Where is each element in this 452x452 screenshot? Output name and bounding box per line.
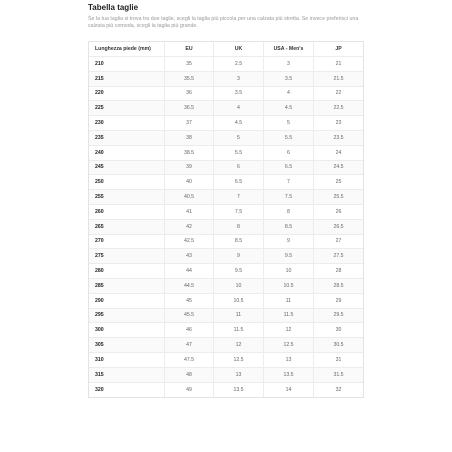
cell-jp: 22.5 [333, 105, 344, 112]
cell-usa-mens: 4 [264, 87, 314, 101]
cell-foot-length: 285 [89, 279, 165, 293]
intro-text: Se la tua taglia si trova tra due taglie, scegli la taglia più piccola per una calzata più stretta. Se invece preferisci una calzata più comoda, scegli la taglia più grande. [88, 16, 359, 29]
cell-jp: 31 [335, 356, 342, 363]
table-row [89, 57, 363, 72]
cell-jp: 27.5 [333, 253, 344, 260]
cell-eu: 36.5 [165, 101, 214, 115]
cell-foot-length: 275 [89, 249, 165, 263]
cell-eu: 47.5 [165, 353, 214, 367]
cell-foot-length: 215 [89, 72, 165, 86]
cell-foot-length: 245 [89, 161, 165, 175]
cell-usa-mens: 9.5 [264, 249, 314, 263]
cell-eu: 48 [165, 368, 214, 382]
cell-uk: 8 [214, 220, 264, 234]
cell-jp: 28 [335, 268, 342, 275]
cell-eu: 42 [165, 220, 214, 234]
cell-eu: 38 [165, 131, 214, 145]
cell-usa-mens: 9 [264, 235, 314, 249]
cell-eu: 35.5 [165, 72, 214, 86]
cell-foot-length: 280 [89, 264, 165, 278]
cell-uk: 12.5 [214, 353, 264, 367]
cell-usa-mens: 10 [264, 264, 314, 278]
cell-usa-mens: 11 [264, 294, 314, 308]
cell-jp: 31.5 [333, 371, 344, 378]
cell-foot-length: 300 [89, 323, 165, 337]
table-row [89, 353, 363, 368]
cell-uk: 7.5 [214, 205, 264, 219]
header-usa-mens: USA - Men's [264, 42, 314, 56]
table-row [89, 175, 363, 190]
cell-uk: 10.5 [214, 294, 264, 308]
table-row [89, 72, 363, 87]
cell-usa-mens: 12.5 [264, 338, 314, 352]
cell-uk: 12 [214, 338, 264, 352]
cell-uk: 13 [214, 368, 264, 382]
cell-jp: 24 [335, 149, 342, 156]
cell-uk: 4.5 [214, 116, 264, 130]
cell-eu: 49 [165, 383, 214, 398]
table-row [89, 205, 363, 220]
table-header-row [89, 42, 363, 57]
cell-foot-length: 305 [89, 338, 165, 352]
cell-usa-mens: 7 [264, 175, 314, 189]
table-row [89, 264, 363, 279]
cell-foot-length: 210 [89, 57, 165, 71]
table-row [89, 323, 363, 338]
cell-usa-mens: 8 [264, 205, 314, 219]
cell-usa-mens: 13.5 [264, 368, 314, 382]
cell-eu: 40 [165, 175, 214, 189]
cell-eu: 39 [165, 161, 214, 175]
cell-jp: 28.5 [333, 282, 344, 289]
cell-jp: 32 [335, 386, 342, 393]
cell-uk: 8.5 [214, 235, 264, 249]
cell-uk: 10 [214, 279, 264, 293]
cell-usa-mens: 5 [264, 116, 314, 130]
cell-foot-length: 295 [89, 309, 165, 323]
page-title: Tabella taglie [88, 3, 139, 12]
table-row [89, 131, 363, 146]
cell-jp: 21 [335, 60, 342, 67]
cell-jp: 27 [335, 238, 342, 245]
table-row [89, 87, 363, 102]
cell-uk: 9.5 [214, 264, 264, 278]
cell-jp: 22 [335, 90, 342, 97]
cell-uk: 3.5 [214, 87, 264, 101]
cell-foot-length: 240 [89, 146, 165, 160]
cell-usa-mens: 5.5 [264, 131, 314, 145]
cell-jp: 26.5 [333, 223, 344, 230]
cell-jp: 26 [335, 208, 342, 215]
cell-usa-mens: 3 [264, 57, 314, 71]
cell-foot-length: 265 [89, 220, 165, 234]
cell-uk: 4 [214, 101, 264, 115]
cell-uk: 5 [214, 131, 264, 145]
table-row [89, 235, 363, 250]
header-jp: JP [335, 46, 342, 52]
cell-jp: 25.5 [333, 194, 344, 201]
cell-usa-mens: 6 [264, 146, 314, 160]
cell-foot-length: 225 [89, 101, 165, 115]
table-row [89, 309, 363, 324]
cell-usa-mens: 14 [264, 383, 314, 398]
cell-jp: 25 [335, 179, 342, 186]
cell-usa-mens: 4.5 [264, 101, 314, 115]
header-foot-length: Lunghezza piede (mm) [89, 42, 165, 56]
cell-foot-length: 290 [89, 294, 165, 308]
cell-eu: 45.5 [165, 309, 214, 323]
cell-eu: 38.5 [165, 146, 214, 160]
cell-uk: 6.5 [214, 175, 264, 189]
cell-uk: 11.5 [214, 323, 264, 337]
cell-eu: 47 [165, 338, 214, 352]
cell-jp: 29.5 [333, 312, 344, 319]
table-row [89, 249, 363, 264]
cell-usa-mens: 13 [264, 353, 314, 367]
cell-usa-mens: 8.5 [264, 220, 314, 234]
cell-eu: 35 [165, 57, 214, 71]
table-row [89, 101, 363, 116]
cell-usa-mens: 12 [264, 323, 314, 337]
cell-jp: 29 [335, 297, 342, 304]
cell-uk: 11 [214, 309, 264, 323]
cell-eu: 41 [165, 205, 214, 219]
cell-uk: 7 [214, 190, 264, 204]
cell-eu: 40.5 [165, 190, 214, 204]
cell-foot-length: 250 [89, 175, 165, 189]
cell-foot-length: 320 [89, 383, 165, 398]
cell-jp: 30 [335, 327, 342, 334]
cell-jp: 23.5 [333, 134, 344, 141]
size-table [88, 41, 364, 398]
table-row [89, 190, 363, 205]
header-uk: UK [214, 42, 264, 56]
cell-uk: 3 [214, 72, 264, 86]
cell-usa-mens: 10.5 [264, 279, 314, 293]
cell-eu: 42.5 [165, 235, 214, 249]
cell-eu: 43 [165, 249, 214, 263]
cell-usa-mens: 11.5 [264, 309, 314, 323]
cell-eu: 37 [165, 116, 214, 130]
size-chart-section [88, 0, 364, 398]
header-eu: EU [165, 42, 214, 56]
cell-eu: 44 [165, 264, 214, 278]
cell-foot-length: 230 [89, 116, 165, 130]
cell-eu: 36 [165, 87, 214, 101]
cell-jp: 23 [335, 120, 342, 127]
table-row [89, 294, 363, 309]
cell-jp: 30.5 [333, 342, 344, 349]
cell-foot-length: 310 [89, 353, 165, 367]
table-row [89, 279, 363, 294]
table-row [89, 146, 363, 161]
cell-foot-length: 260 [89, 205, 165, 219]
cell-foot-length: 315 [89, 368, 165, 382]
cell-foot-length: 255 [89, 190, 165, 204]
table-row [89, 220, 363, 235]
cell-usa-mens: 7.5 [264, 190, 314, 204]
cell-eu: 44.5 [165, 279, 214, 293]
cell-uk: 5.5 [214, 146, 264, 160]
cell-foot-length: 235 [89, 131, 165, 145]
table-row [89, 338, 363, 353]
table-row [89, 383, 363, 398]
table-row [89, 161, 363, 176]
cell-jp: 21.5 [333, 75, 344, 82]
table-row [89, 368, 363, 383]
cell-eu: 46 [165, 323, 214, 337]
cell-foot-length: 220 [89, 87, 165, 101]
cell-uk: 2.5 [214, 57, 264, 71]
cell-jp: 24.5 [333, 164, 344, 171]
table-row [89, 116, 363, 131]
cell-uk: 9 [214, 249, 264, 263]
cell-usa-mens: 3.5 [264, 72, 314, 86]
cell-uk: 6 [214, 161, 264, 175]
cell-uk: 13.5 [214, 383, 264, 398]
cell-eu: 45 [165, 294, 214, 308]
cell-usa-mens: 6.5 [264, 161, 314, 175]
cell-foot-length: 270 [89, 235, 165, 249]
